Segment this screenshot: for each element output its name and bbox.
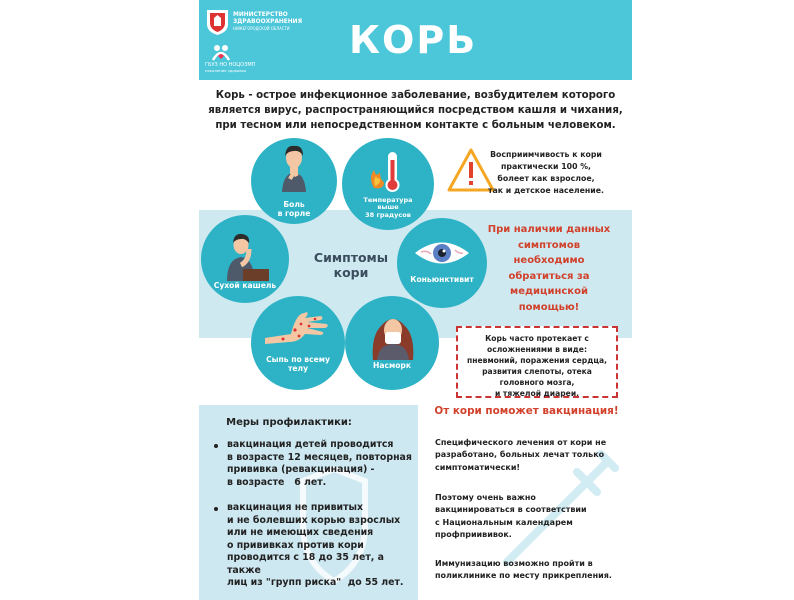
page-title: КОРЬ [349,18,478,62]
vaccination-paragraph-2: Поэтому очень важно вакцинироваться в соответствии с Национальным календарем профприививок. [435,493,587,539]
complications-box: Корь часто протекает с осложнениями в виде: пневмоний, поражения сердца, развития слепоты, отека головного мозга, и тяжелой диареи. [456,326,618,398]
org-logo-icon [205,42,237,62]
prevention-title: Меры профилактики: [226,417,352,428]
symptom-rash: Сыпь по всему телу [251,296,345,390]
prevention-panel [199,405,418,600]
symptom-temperature: Температура выше 38 градусов [342,138,434,230]
symptom-dry-cough: Сухой кашель [201,215,289,303]
symptom-conjunctivitis: Коньюнктивит [397,218,487,308]
seek-help-notice: При наличии данных симптомов необходимо обратиться за медицинской помощью! [487,224,611,313]
ministry-name: МИНИСТЕРСТВО ЗДРАВООХРАНЕНИЯ НИЖЕГОРОДСКОЙ ОБЛАСТИ [233,10,303,31]
coat-of-arms-icon [205,8,230,36]
thermometer-icon [368,148,406,194]
measles-poster [199,0,632,600]
rash-hand-icon [261,308,335,346]
org-name: ГБУЗ НО НОЦОЗМП поколение здоровья [205,62,256,73]
list-item: вакцинация детей проводится в возрасте 12 месяцев, повторная прививка (ревакцинация) - в возрасте 6 лет. [213,439,413,489]
vaccination-paragraph-1: Специфического лечения от кори не разработано, больных лечат только симптоматически! [435,438,607,472]
runny-nose-icon [367,306,419,360]
intro-text: Корь - острое инфекционное заболевание, возбудителем которого является вирус, распространяющийся посредством кашля и чихания, при тесном или непосредственном контакте с больным человеком. [208,90,623,131]
vaccination-paragraph-3: Иммунизацию возможно пройти в поликлинике по месту прикрепления. [435,559,612,581]
list-item: вакцинация не привитых и не болевших корью взрослых или не имеющих сведения о прививках против кори проводится с 18 до 35 лет, а также лиц из "групп риска" до 55 лет. [213,502,413,590]
header-banner [199,0,632,80]
cough-icon [219,225,269,281]
prevention-list [213,439,413,590]
vaccination-title: От кори поможет вакцинация! [434,405,619,417]
symptom-sore-throat: Боль в горле [251,138,337,224]
symptoms-center: Симптомы кори [292,210,410,328]
eye-icon [413,238,471,268]
susceptibility-note: Восприимчивость к кори практически 100 %, болеет как взрослое, так и детское население. [488,150,604,195]
symptom-runny-nose: Насморк [345,296,439,390]
sore-throat-icon [273,142,315,192]
